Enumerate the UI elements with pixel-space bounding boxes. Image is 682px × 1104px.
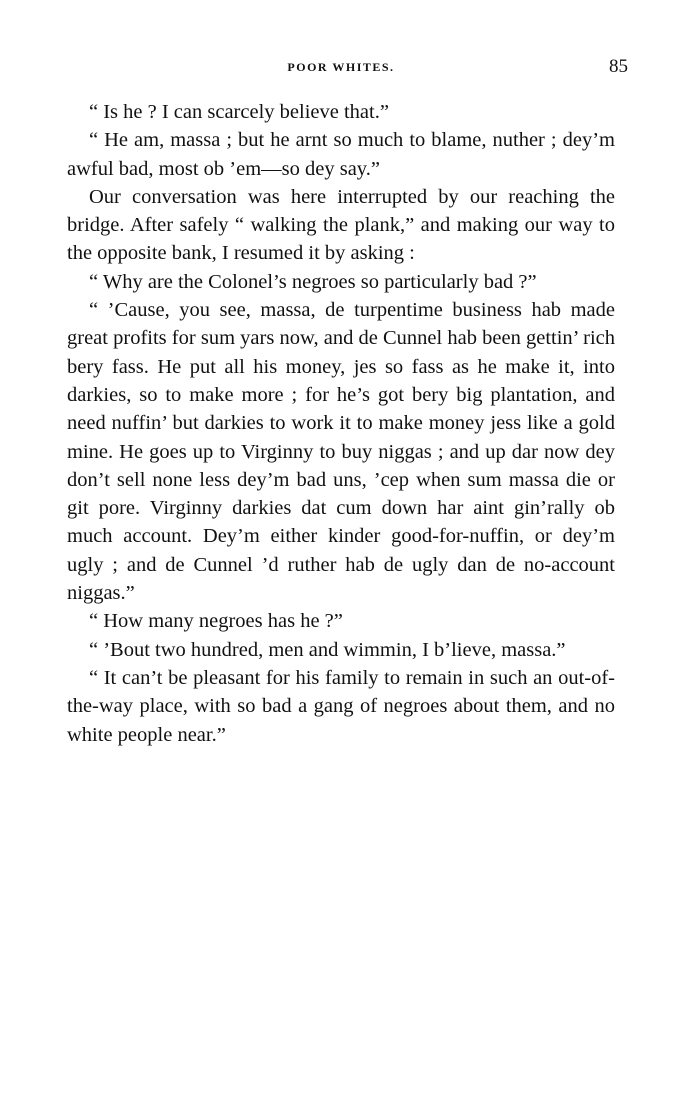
paragraph: “ Why are the Colonel’s negroes so particularly bad ?” [89, 270, 537, 293]
running-head: POOR WHITES. [287, 60, 395, 74]
page-number: 85 [609, 56, 628, 77]
paragraph: “ It can’t be pleasant for his family to remain in such an out-of-the-way place, with so bad a gang of negroes about them, and no white people near.” [67, 666, 615, 746]
page-header [0, 56, 682, 84]
paragraph: “ He am, massa ; but he arnt so much to blame, nuther ; dey’m awful bad, most ob ’em—so dey say.” [67, 129, 615, 180]
paragraph: Our conversation was here interrupted by our reaching the bridge. After safely “ walking the plank,” and making our way to the opposite bank, I resumed it by asking : [67, 185, 615, 265]
paragraph: “ Is he ? I can scarcely believe that.” [89, 101, 389, 123]
paragraph: “ ’Bout two hundred, men and wimmin, I b’lieve, massa.” [89, 638, 566, 661]
body-text [67, 98, 615, 749]
paragraph: “ How many negroes has he ?” [89, 610, 343, 633]
paragraph: “ ’Cause, you see, massa, de turpentime business hab made great profits for sum yars now, and de Cunnel hab been gettin’ rich bery fass. He put all his money, jes so fass as he make it, into darkies, so to make more ; for he’s got bery big plantation, and need nuffin’ but darkies to work it to make money jess like a gold mine. He goes up to Virginny to buy niggas ; and up dar now dey don’t sell none less dey’m bad uns, ’cep when sum massa die or git pore. Virginny darkies dat cum down har aint gin’rally ob much account. Dey’m either kinder good-for-nuffin, or dey’m ugly ; and de Cunnel ’d ruther hab de ugly dan de no-account niggas.” [67, 299, 615, 605]
